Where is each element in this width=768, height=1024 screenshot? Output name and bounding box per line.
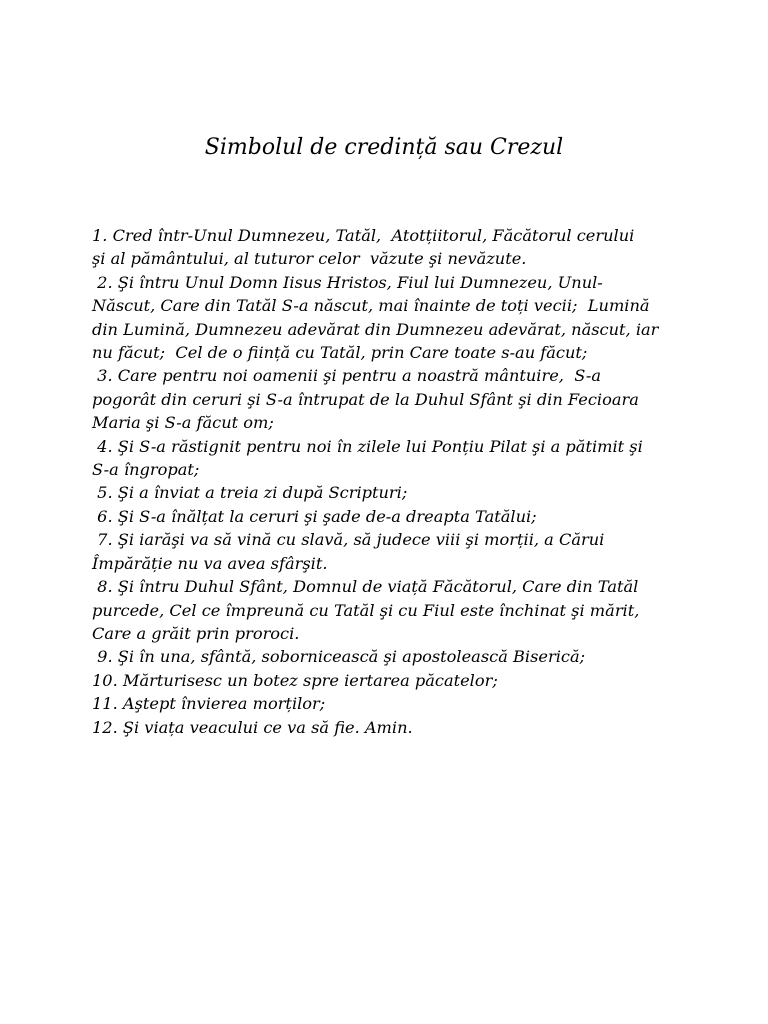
creed-line: 7. Şi iarăşi va să vină cu slavă, să judece viii şi morții, a Cărui xyxy=(92,530,605,550)
creed-line: S-a îngropat; xyxy=(92,460,200,480)
creed-line: purcede, Cel ce împreună cu Tatăl şi cu Fiul este închinat şi mărit, xyxy=(92,600,640,620)
creed-line: 2. Şi întru Unul Domn Iisus Hristos, Fiul lui Dumnezeu, Unul- xyxy=(92,272,603,292)
creed-line: 1. Cred într-Unul Dumnezeu, Tatăl, Atotțiitorul, Făcătorul cerului xyxy=(92,226,635,245)
creed-line: 3. Care pentru noi oamenii şi pentru a noastră mântuire, S-a xyxy=(92,366,602,386)
creed-line: Împărăție nu va avea sfârşit. xyxy=(92,553,328,573)
page-title: Simbolul de credință sau Crezul xyxy=(204,135,564,160)
creed-text xyxy=(92,224,692,739)
creed-line: 5. Şi a înviat a treia zi după Scripturi; xyxy=(92,483,408,503)
creed-line: 12. Şi viața veacului ce va să fie. Amin. xyxy=(92,717,413,737)
creed-line: 4. Şi S-a răstignit pentru noi în zilele lui Ponțiu Pilat şi a pătimit şi xyxy=(92,436,643,456)
creed-line: 6. Şi S-a înălțat la ceruri şi şade de-a dreapta Tatălui; xyxy=(92,506,537,526)
creed-line: pogorât din ceruri şi S-a întrupat de la Duhul Sfânt şi din Fecioara xyxy=(92,389,639,409)
creed-line: din Lumină, Dumnezeu adevărat din Dumnezeu adevărat, născut, iar xyxy=(92,319,659,339)
creed-line: Maria şi S-a făcut om; xyxy=(92,413,274,433)
creed-line: 10. Mărturisesc un botez spre iertarea păcatelor; xyxy=(92,670,498,690)
creed-line: 8. Şi întru Duhul Sfânt, Domnul de viață Făcătorul, Care din Tatăl xyxy=(92,577,639,597)
creed-line: Născut, Care din Tatăl S-a născut, mai înainte de toți vecii; Lumină xyxy=(92,296,650,316)
creed-line: Care a grăit prin proroci. xyxy=(92,623,300,643)
creed-line: şi al pământului, al tuturor celor văzute şi nevăzute. xyxy=(92,249,527,269)
creed-line: nu făcut; Cel de o ființă cu Tatăl, prin Care toate s-au făcut; xyxy=(92,343,588,363)
creed-line: 11. Aştept învierea morților; xyxy=(92,694,326,714)
creed-line: 9. Şi în una, sfântă, sobornicească şi apostolească Biserică; xyxy=(92,647,586,667)
